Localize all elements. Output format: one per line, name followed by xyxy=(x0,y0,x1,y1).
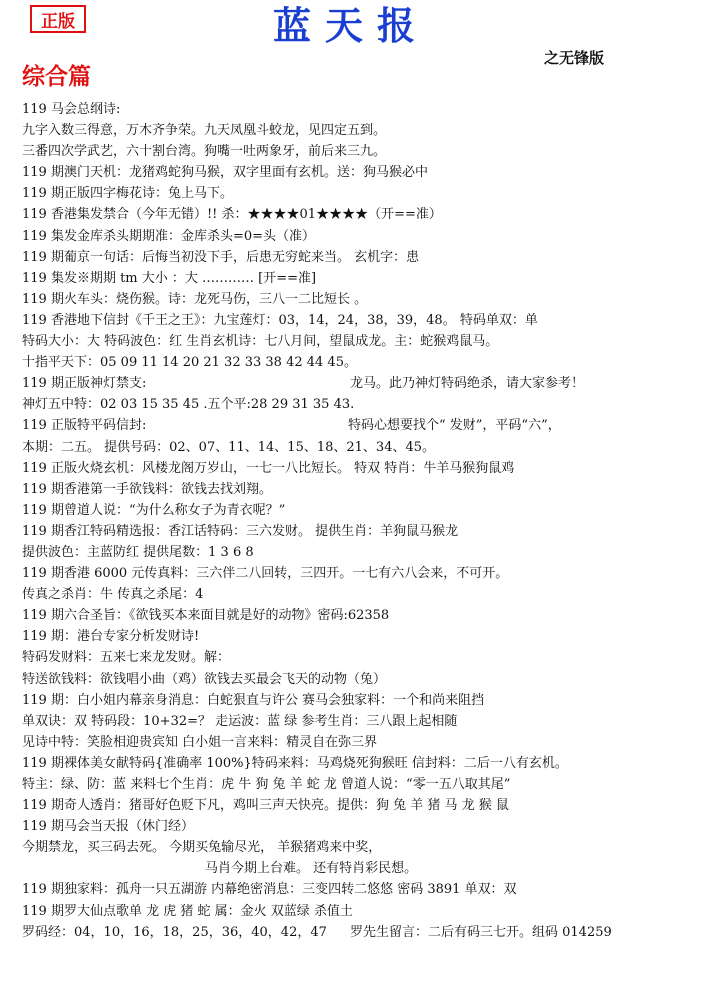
text-line xyxy=(22,542,692,563)
line-text: 119 期香港第一手欲钱料：欲钱去找刘翔。 xyxy=(22,481,272,497)
text-line xyxy=(22,879,692,900)
text-line xyxy=(22,816,692,837)
line-text-right: 特码心想要找个“ 发财”，平码“六”， xyxy=(348,418,561,434)
text-line xyxy=(22,415,692,436)
text-line xyxy=(22,795,692,816)
line-text: 119 期裸体美女献特码{准确率 100%}特码来料：马鸡烧死狗猴旺 信封料：二后一八有玄机。 xyxy=(22,755,568,771)
text-line xyxy=(22,310,692,331)
line-text: 见诗中特：笑脸相迎贵宾知 白小姐一言来料：精灵自在弥三界 xyxy=(22,734,378,750)
line-text: 119 期火车头：烧伤猴。诗：龙死马伤，三八一二比短长 。 xyxy=(22,291,368,307)
line-text: 119 期罗大仙点歌单 龙 虎 猪 蛇 属：金火 双蓝绿 杀值土 xyxy=(22,903,353,919)
text-line xyxy=(22,732,692,753)
text-line xyxy=(22,711,692,732)
text-line xyxy=(22,289,692,310)
line-text: 119 集发※期期 tm 大小 ：大 ………… [开==准] xyxy=(22,270,317,286)
text-line xyxy=(22,669,692,690)
text-line xyxy=(22,141,692,162)
text-line xyxy=(22,690,692,711)
line-text: 119 期正版神灯禁支: xyxy=(22,376,147,392)
line-text: 特码发财料：五来七来龙发财。解： xyxy=(22,650,231,666)
text-line xyxy=(22,204,692,225)
line-text: 传真之杀肖：牛 传真之杀尾：4 xyxy=(22,587,204,603)
line-text: 119 期奇人透肖：猪哥好色贬下凡，鸡叫三声天快亮。提供：狗 兔 羊 猪 马 龙 猴 鼠 xyxy=(22,798,509,814)
line-text: 119 集发金库杀头期期准：金库杀头=0=头（准） xyxy=(22,228,316,244)
text-line xyxy=(22,394,692,415)
line-text: 119 正版特平码信封: xyxy=(22,418,147,434)
text-line xyxy=(22,563,692,584)
text-line xyxy=(22,626,692,647)
line-text: 提供波色：主蓝防红 提供尾数：1 3 6 8 xyxy=(22,544,254,560)
text-line xyxy=(22,373,692,394)
line-text: 119 马会总纲诗: xyxy=(22,102,121,117)
line-text: 特主：绿、防：蓝 来料七个生肖：虎 牛 狗 兔 羊 蛇 龙 曾道人说：“零一五八取其尾” xyxy=(22,777,511,792)
text-line xyxy=(22,437,692,458)
text-line xyxy=(22,120,692,141)
text-line xyxy=(22,352,692,373)
line-text: 119 期正版四字梅花诗：兔上马下。 xyxy=(22,186,233,202)
line-text: 本期：二五。 提供号码：02、07、11、14、15、18、21、34、45。 xyxy=(22,439,436,455)
line-text: 119 期香港 6000 元传真料：三六伴二八回转，三四开。一七有六八会来，不可开。 xyxy=(22,566,509,582)
text-line xyxy=(22,458,692,479)
line-text-right: 龙马。此乃神灯特码绝杀，请大家参考！ xyxy=(350,376,585,392)
text-line xyxy=(22,99,692,120)
text-line xyxy=(22,479,692,500)
edition-label: 之无锋版 xyxy=(544,49,605,67)
text-line xyxy=(22,500,692,521)
line-text: 单双诀：双 特码段：10+32=？ 走运波：蓝 绿 参考生肖：三八跟上起相随 xyxy=(22,713,458,729)
line-text: 119 期六合圣旨：《欲钱买本来面目就是好的动物》密码:62358 xyxy=(22,608,390,624)
line-text: 十指平天下：05 09 11 14 20 21 32 33 38 42 44 45。 xyxy=(22,355,357,371)
line-text: 119 正版火烧玄机：风楼龙阁万岁山，一七一八比短长。 特双 特肖：牛羊马猴狗鼠鸡 xyxy=(22,460,515,476)
line-text-right: 罗先生留言：二后有码三七开。组码 014259 xyxy=(350,924,612,940)
line-text: 119 期马会当天报（休门经） xyxy=(22,819,194,835)
line-text: 119 期：白小姐内幕亲身消息：白蛇狠直与许公 赛马会独家料：一个和尚来阻挡 xyxy=(22,692,485,708)
text-line xyxy=(22,922,692,943)
text-line xyxy=(22,584,692,605)
content-lines xyxy=(22,99,692,943)
text-line xyxy=(22,331,692,352)
section-heading: 综合篇 xyxy=(22,64,91,90)
line-text: 119 期葡京一句话：后悔当初没下手，后患无穷蛇来当。 玄机字：患 xyxy=(22,249,420,265)
line-text: 三番四次学武艺，六十割台湾。狗嘴一吐两象牙，前后来三九。 xyxy=(22,144,387,160)
newspaper-title: 蓝天报 xyxy=(272,4,429,48)
line-text: 119 香港集发禁合（今年无错）!! 杀：★★★★01★★★★（开==准） xyxy=(22,207,442,223)
line-text: 罗码经：04，10，16，18，25，36，40，42，47 xyxy=(22,924,327,940)
line-text: 119 香港地下信封《千王之王》：九宝莲灯：03，14，24，38，39，48。 特码单双：单 xyxy=(22,312,538,328)
line-text: 119 期：港台专家分析发财诗! xyxy=(22,629,200,645)
text-line xyxy=(22,774,692,795)
text-line xyxy=(22,837,692,858)
text-line xyxy=(22,605,692,626)
text-line xyxy=(22,162,692,183)
line-text: 119 期香江特码精选报：香江话特码：三六发财。 提供生肖：羊狗鼠马猴龙 xyxy=(22,523,459,539)
text-line xyxy=(22,901,692,922)
line-text: 119 期曾道人说：“为什么称女子为青衣呢？” xyxy=(22,502,286,518)
text-line xyxy=(22,183,692,204)
text-line xyxy=(22,268,692,289)
text-line xyxy=(22,247,692,268)
line-text-right: 马肖今期上台难。 还有特肖彩民想。 xyxy=(205,861,418,877)
line-text: 九字入数三得意，万木齐争荣。九天凤凰斗蛟龙，见四定五到。 xyxy=(22,123,387,139)
line-text: 神灯五中特：02 03 15 35 45 .五个平:28 29 31 35 43. xyxy=(22,397,355,413)
authentic-badge: 正版 xyxy=(30,5,86,33)
line-text: 今期禁龙，买三码去死。 今期买兔输尽光， 羊猴猪鸡来中奖， xyxy=(22,840,382,856)
line-text: 119 期独家料：孤舟一只五湖游 内幕绝密消息：三变四转二悠悠 密码 3891 单双：双 xyxy=(22,882,517,898)
text-line xyxy=(22,521,692,542)
text-line xyxy=(22,858,692,879)
line-text: 特码大小：大 特码波色：红 生肖玄机诗：七八月间，望鼠成龙。主：蛇猴鸡鼠马。 xyxy=(22,334,499,350)
text-line xyxy=(22,753,692,774)
text-line xyxy=(22,647,692,668)
text-line xyxy=(22,226,692,247)
line-text: 119 期澳门天机：龙猪鸡蛇狗马猴，双字里面有玄机。送：狗马猴必中 xyxy=(22,165,428,181)
line-text: 特送欲钱料：欲钱唱小曲（鸡）欲钱去买最会飞天的动物（兔） xyxy=(22,671,387,687)
